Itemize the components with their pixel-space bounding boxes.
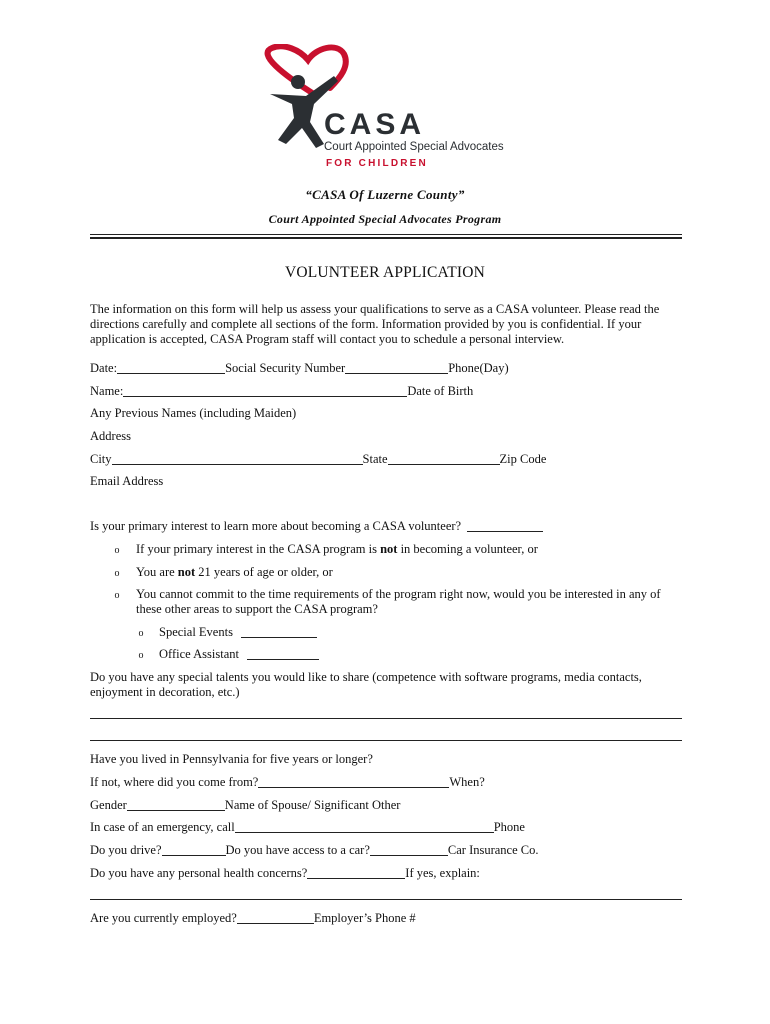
address-label: Address xyxy=(90,429,131,443)
bullet-icon: o xyxy=(114,568,120,579)
bullet-icon: o xyxy=(138,650,144,661)
bullet-2-text-end: 21 years of age or older, or xyxy=(195,565,333,579)
emergency-label: In case of an emergency, call xyxy=(90,820,235,834)
talents-line-1[interactable] xyxy=(90,718,682,719)
date-label: Date: xyxy=(90,361,118,375)
office-assistant-field[interactable] xyxy=(247,648,319,660)
row-name xyxy=(90,384,682,399)
from-field[interactable] xyxy=(258,776,449,788)
row-special-events xyxy=(159,625,359,640)
email-label: Email Address xyxy=(90,474,164,488)
zip-label: Zip Code xyxy=(499,452,547,466)
bullet-1 xyxy=(136,542,676,557)
heart-icon xyxy=(268,46,346,96)
interest-field[interactable] xyxy=(467,520,543,532)
bullet-1-text: If your primary interest in the CASA program is xyxy=(136,542,381,556)
bullet-2-emphasis: not xyxy=(177,565,196,579)
intro-paragraph: The information on this form will help us assess your qualifications to serve as a CASA volunteer. Please read the directions carefully and complete all sections of the form. Information provided by you is confidential. If your application is accepted, CASA Program staff will contact you to schedule a personal interview. xyxy=(90,302,660,346)
phone-day-label: Phone(Day) xyxy=(448,361,509,375)
ssn-label: Social Security Number xyxy=(225,361,346,375)
date-field[interactable] xyxy=(117,362,225,374)
spouse-label: Name of Spouse/ Significant Other xyxy=(224,798,401,812)
employer-phone-label: Employer’s Phone # xyxy=(313,911,416,925)
program-name: Court Appointed Special Advocates Program xyxy=(268,212,502,226)
casa-logo xyxy=(262,44,532,172)
employed-label: Are you currently employed? xyxy=(90,911,237,925)
explain-line-2[interactable] xyxy=(90,899,682,900)
state-field[interactable] xyxy=(388,453,500,465)
health-field[interactable] xyxy=(307,867,405,879)
row-office-assistant xyxy=(159,647,359,662)
logo-line1: Court Appointed Special Advocates xyxy=(324,141,504,153)
row-gender xyxy=(90,798,682,813)
name-label: Name: xyxy=(90,384,124,398)
talents-line-2[interactable] xyxy=(90,740,682,741)
bullet-3: You cannot commit to the time requirements of the program right now, would you be interested in any of these other areas to support the CASA program? xyxy=(136,587,661,616)
drive-field[interactable] xyxy=(162,844,226,856)
city-label: City xyxy=(90,452,112,466)
row-employed xyxy=(90,911,682,926)
row-address xyxy=(90,429,682,444)
bullet-icon: o xyxy=(114,545,120,556)
row-prev-names xyxy=(90,406,682,421)
logo-line2: FOR CHILDREN xyxy=(326,158,428,169)
from-label: If not, where did you come from? xyxy=(90,775,259,789)
gender-label: Gender xyxy=(90,798,127,812)
state-label: State xyxy=(362,452,388,466)
city-field[interactable] xyxy=(112,453,363,465)
divider xyxy=(90,237,682,239)
org-name: “CASA Of Luzerne County” xyxy=(305,187,465,202)
row-email xyxy=(90,474,682,489)
bullet-2 xyxy=(136,565,676,580)
row-emergency xyxy=(90,820,682,835)
emergency-phone-label: Phone xyxy=(493,820,525,834)
bullet-icon: o xyxy=(138,628,144,639)
emergency-field[interactable] xyxy=(235,821,494,833)
drive-label: Do you drive? xyxy=(90,843,162,857)
name-field[interactable] xyxy=(123,385,407,397)
divider xyxy=(90,234,682,235)
row-from xyxy=(90,775,682,790)
office-assistant-label: Office Assistant xyxy=(159,647,239,661)
insurance-label: Car Insurance Co. xyxy=(447,843,539,857)
ssn-field[interactable] xyxy=(345,362,448,374)
interest-question: Is your primary interest to learn more about becoming a CASA volunteer? xyxy=(90,519,462,533)
explain-label: If yes, explain: xyxy=(405,866,480,880)
car-access-label: Do you have access to a car? xyxy=(225,843,370,857)
row-interest xyxy=(90,519,682,534)
dob-label: Date of Birth xyxy=(407,384,474,398)
row-drive xyxy=(90,843,682,858)
special-events-label: Special Events xyxy=(159,625,233,639)
bullet-1-emphasis: not xyxy=(380,542,398,556)
bullet-1-text-end: in becoming a volunteer, or xyxy=(397,542,538,556)
bullet-icon: o xyxy=(114,590,120,601)
gender-field[interactable] xyxy=(127,799,225,811)
page-title: VOLUNTEER APPLICATION xyxy=(284,264,486,281)
row-pennsylvania xyxy=(90,752,682,767)
special-events-field[interactable] xyxy=(241,626,317,638)
pa-label: Have you lived in Pennsylvania for five years or longer? xyxy=(90,752,373,766)
when-label: When? xyxy=(449,775,485,789)
logo-name: CASA xyxy=(324,108,426,141)
car-access-field[interactable] xyxy=(370,844,448,856)
prev-names-label: Any Previous Names (including Maiden) xyxy=(90,406,297,420)
bullet-2-text: You are xyxy=(136,565,178,579)
row-date xyxy=(90,361,682,376)
row-city xyxy=(90,452,682,467)
row-health xyxy=(90,866,682,881)
health-label: Do you have any personal health concerns? xyxy=(90,866,308,880)
talents-question: Do you have any special talents you would like to share (competence with software programs, media contacts, enjoyment in decoration, etc.) xyxy=(90,670,642,699)
employed-field[interactable] xyxy=(237,912,314,924)
